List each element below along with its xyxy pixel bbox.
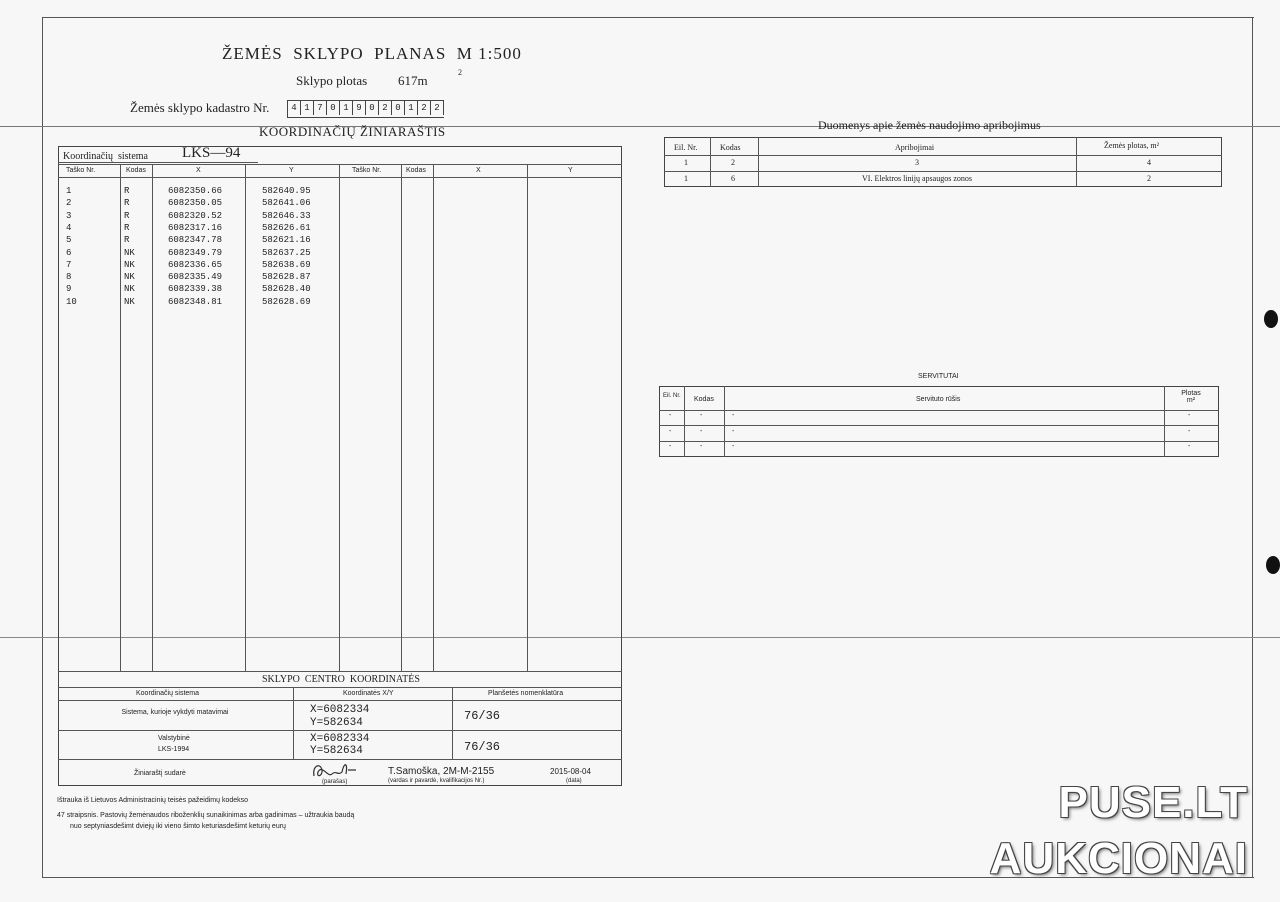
signer-caption: (vardas ir pavardė, kvalifikacijos Nr.) [388, 778, 485, 784]
serv-row-line [659, 441, 1219, 442]
koord-col-header: Taško Nr. [66, 167, 96, 174]
koord-cell-x: 6082350.66 [168, 186, 223, 196]
serv-col-line [1164, 386, 1165, 457]
koord-cell-kodas: R [124, 235, 130, 246]
apr-col-header: Apribojimai [895, 143, 935, 152]
signer: T.Samoška, 2M-M-2155 [388, 766, 495, 777]
koord-col-header: Taško Nr. [352, 167, 382, 174]
apr-cell-plotas: 2 [1147, 174, 1151, 183]
watermark-line2: AUKCIONAI [989, 834, 1248, 883]
serv-col-header: Plotas m² [1181, 390, 1201, 404]
centras-row2-system-a: Valstybinė [158, 735, 190, 742]
koord-cell-x: 6082336.65 [168, 259, 223, 270]
serv-row-line [659, 410, 1219, 411]
koord-cell-nr: 3 [66, 210, 72, 221]
fold-line-top [0, 126, 1280, 127]
apr-cell-apr: 3 [915, 158, 919, 167]
apr-col-header: Eil. Nr. [674, 143, 698, 152]
centras-title: SKLYPO CENTRO KOORDINATĖS [262, 674, 420, 685]
koord-cell-x: 6082350.05 [168, 198, 223, 209]
koord-cell-nr: 6 [66, 247, 72, 258]
koord-col-line [339, 164, 340, 671]
koord-cell-kodas: R [124, 222, 130, 233]
serv-cell-plotas: - [1188, 427, 1191, 435]
kadastro-digit: 9 [353, 101, 366, 115]
koord-cell-y: 582628.87 [262, 272, 311, 283]
koord-cell-kodas: NK [124, 247, 135, 258]
footnote-line3: nuo septyniasdešimt dviejų iki vieno šimto keturiasdešimt keturių eurų [70, 823, 286, 830]
serv-cell-rusis: - [732, 443, 735, 450]
serv-cell-plotas: - [1188, 412, 1191, 419]
koord-system-value: LKS—94 [182, 145, 241, 161]
serv-col-header: Eil. Nr. [663, 393, 681, 399]
centras-col-line [452, 687, 453, 759]
koord-cell-kodas: R [124, 186, 130, 196]
sudare-label: Žiniaraštį sudarė [134, 770, 186, 777]
serv-col-header: Kodas [694, 396, 714, 403]
kadastro-digit: 0 [366, 101, 379, 115]
apr-col-line [1076, 137, 1077, 187]
centras-row2-y: Y=582634 [310, 745, 363, 757]
koord-cell-kodas: NK [124, 259, 135, 270]
koord-col-line [433, 164, 434, 671]
kadastro-digit: 0 [392, 101, 405, 115]
koord-cell-y: 582641.06 [262, 198, 311, 209]
koord-col-line [401, 164, 402, 671]
serv-cell-kodas: - [700, 427, 703, 435]
centras-row2-x: X=6082334 [310, 733, 370, 745]
centras-row1-system: Sistema, kurioje vykdyti matavimai [121, 709, 229, 716]
serv-cell-kodas: - [700, 412, 703, 419]
serv-cell-rusis: - [732, 427, 735, 435]
koord-system-label: Koordinačių sistema [63, 151, 148, 162]
koord-cell-nr: 8 [66, 272, 72, 283]
koord-col-line [527, 164, 528, 671]
koord-cell-y: 582621.16 [262, 235, 311, 246]
serv-row-line [659, 425, 1219, 426]
koord-cell-nr: 7 [66, 259, 72, 270]
apr-row-line [664, 171, 1222, 172]
kadastro-digit: 1 [340, 101, 353, 115]
koord-cell-y: 582640.95 [262, 186, 311, 196]
koord-cell-kodas: NK [124, 272, 135, 283]
kadastro-digit: 4 [288, 101, 301, 115]
centras-col-coords: Koordinatės X/Y [343, 690, 394, 697]
koord-cell-y: 582626.61 [262, 222, 311, 233]
serv-cell-eil: - [669, 443, 672, 450]
koord-header-top [58, 164, 622, 165]
apr-cell-plotas: 4 [1147, 158, 1151, 167]
koord-col-line [120, 164, 121, 671]
koord-cell-y: 582628.69 [262, 296, 311, 307]
koord-cell-x: 6082317.16 [168, 222, 223, 233]
serv-col-line [724, 386, 725, 457]
koord-col-header: Y [568, 167, 573, 174]
area-label: Sklypo plotas [296, 73, 368, 88]
koord-cell-x: 6082320.52 [168, 210, 223, 221]
serv-cell-rusis: - [732, 412, 735, 419]
kadastro-digit: 2 [379, 101, 392, 115]
apr-col-line [758, 137, 759, 187]
binder-hole [1266, 556, 1280, 574]
serv-cell-kodas: - [700, 443, 703, 450]
plan-title: ŽEMĖS SKLYPO PLANAS M 1:500 [222, 44, 522, 63]
koord-col-line [245, 164, 246, 671]
binder-hole [1264, 310, 1278, 328]
serv-cell-eil: - [669, 427, 672, 435]
apr-cell-kodas: 2 [731, 158, 735, 167]
signature-caption: (parašas) [322, 779, 348, 785]
watermark-line1: PUSE.LT [1058, 778, 1248, 827]
area-unit-sup: 2 [458, 68, 462, 77]
centras-header-top [58, 687, 622, 688]
koord-col-header: Kodas [406, 167, 426, 174]
apribojimai-title: Duomenys apie žemės naudojimo apribojimus [818, 118, 1041, 132]
serv-cell-eil: - [669, 412, 672, 419]
kadastro-label: Žemės sklypo kadastro Nr. [130, 100, 270, 115]
koord-cell-y: 582628.40 [262, 284, 311, 295]
koord-col-header: X [196, 167, 201, 174]
centras-row2-system-b: LKS-1994 [158, 746, 190, 753]
kadastro-digit: 2 [418, 101, 431, 115]
koord-cell-kodas: NK [124, 284, 135, 295]
koord-col-line [152, 164, 153, 671]
koord-cell-kodas: R [124, 210, 130, 221]
koord-cell-kodas: NK [124, 296, 135, 307]
centras-col-system: Koordinačių sistema [136, 690, 200, 697]
serv-cell-plotas: - [1188, 443, 1191, 450]
apr-cell-eil: 1 [684, 174, 688, 183]
kadastro-digit: 1 [405, 101, 418, 115]
koord-cell-x: 6082339.38 [168, 284, 223, 295]
date: 2015-08-04 [550, 767, 591, 776]
page-left-border [42, 17, 43, 877]
koord-system-underline [58, 162, 258, 163]
centras-row2-nom: 76/36 [464, 740, 501, 754]
apr-col-header: Žemės plotas, m² [1104, 141, 1160, 150]
centras-row1-nom: 76/36 [464, 709, 501, 723]
serv-col-line [684, 386, 685, 457]
apr-cell-apr: VI. Elektros linijų apsaugos zonos [862, 174, 972, 183]
centras-row-line [58, 730, 622, 731]
centras-header-bottom [58, 700, 622, 701]
koord-title: KOORDINAČIŲ ŽINIARAŠTIS [259, 124, 446, 139]
kadastro-digit: 1 [301, 101, 314, 115]
centras-col-line [293, 687, 294, 759]
koord-cell-x: 6082349.79 [168, 247, 223, 258]
area-value: 617m [398, 73, 428, 88]
koord-cell-x: 6082348.81 [168, 296, 223, 307]
centras-row1-x: X=6082334 [310, 704, 370, 716]
koord-col-header: X [476, 167, 481, 174]
apr-col-line [710, 137, 711, 187]
date-caption: (data) [566, 778, 582, 784]
centras-row1-y: Y=582634 [310, 717, 363, 729]
footnote-line2: 47 straipsnis. Pastovių žemėnaudos riboženklių sunaikinimas arba gadinimas – užtraukia baudą [57, 812, 355, 819]
apr-cell-eil: 1 [684, 158, 688, 167]
page-right-border [1252, 17, 1253, 877]
koord-header-bottom [58, 177, 622, 178]
koord-col-header: Kodas [126, 167, 146, 174]
koord-cell-nr: 4 [66, 222, 72, 233]
koord-cell-nr: 10 [66, 296, 77, 307]
koord-cell-nr: 9 [66, 284, 72, 295]
koord-cell-nr: 5 [66, 235, 72, 246]
koord-cell-x: 6082335.49 [168, 272, 223, 283]
centras-top [58, 671, 622, 672]
kadastro-digit: 2 [431, 101, 444, 115]
koord-cell-y: 582638.69 [262, 259, 311, 270]
koord-cell-y: 582646.33 [262, 210, 311, 221]
servitutai-title: SERVITUTAI [918, 373, 959, 380]
footnote-line1: Ištrauka iš Lietuvos Administracinių teisės pažeidimų kodekso [57, 797, 249, 804]
koord-cell-y: 582637.25 [262, 247, 311, 258]
apr-col-header: Kodas [720, 143, 741, 152]
koord-cell-kodas: R [124, 198, 130, 209]
koord-cell-x: 6082347.78 [168, 235, 223, 246]
koord-col-header: Y [289, 167, 294, 174]
kadastro-digit: 0 [327, 101, 340, 115]
koord-cell-nr: 2 [66, 198, 72, 209]
centras-col-nomenkl: Planšetės nomenklatūra [488, 690, 564, 697]
apr-cell-kodas: 6 [731, 174, 735, 183]
page-top-border [42, 17, 1254, 18]
serv-col-header: Servituto rūšis [916, 396, 961, 403]
apr-row-line [664, 155, 1222, 156]
kadastro-digit: 7 [314, 101, 327, 115]
kadastro-number [287, 100, 444, 118]
koord-cell-nr: 1 [66, 186, 72, 196]
